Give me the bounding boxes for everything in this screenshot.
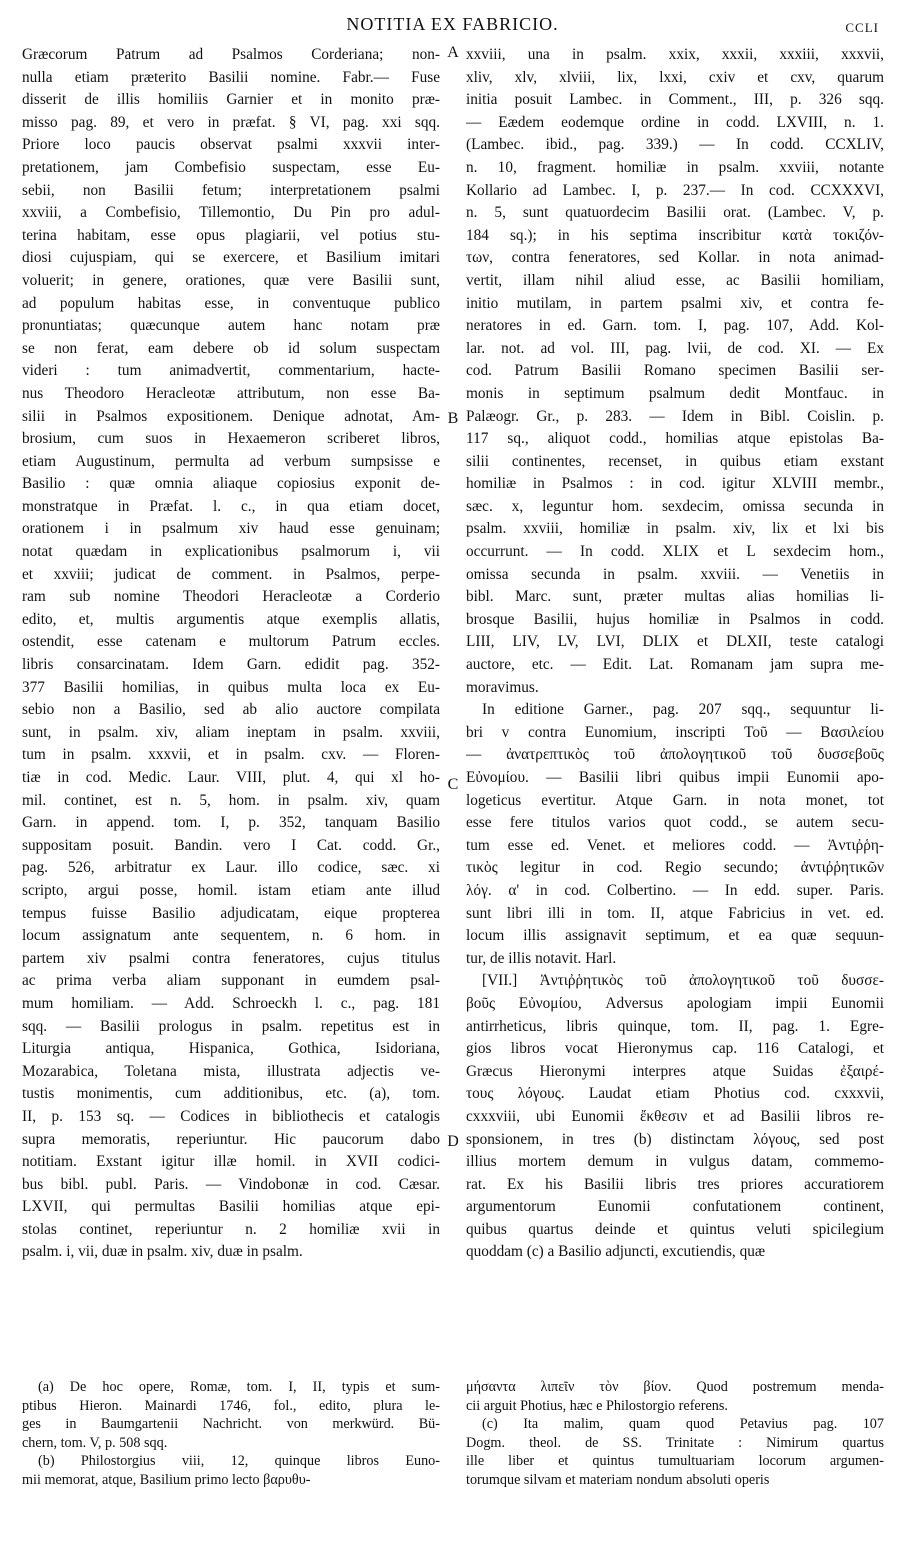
text-line: auctore, etc. — Edit. Lat. Romanam jam supra me- [466, 656, 884, 674]
text-line: videri : tum animadvertit, commentarium, hacte- [22, 362, 440, 380]
text-line: tempus fuisse Basilio adjudicatam, eique propterea [22, 904, 440, 922]
footnotes-left [22, 1378, 440, 1490]
text-line: edito, et, multis argumentis atque exemplis allatis, [22, 610, 440, 628]
margin-marker-a: A [447, 44, 459, 61]
text-line: libris consarcinatam. Idem Garn. edidit pag. 352- [22, 656, 440, 674]
text-line: tum esse ed. Venet. et meliores codd. — Ἀντιῤῥη- [466, 836, 884, 854]
text-line: brosium, cum suos in Hexaemeron scriberet libros, [22, 430, 440, 448]
text-line: argumentorum Eunomii confutationem continent, [466, 1198, 884, 1216]
text-line: silii in Psalmos expositionem. Denique adnotat, Am- [22, 407, 440, 425]
text-line: In editione Garner., pag. 207 sqq., sequuntur li- [482, 701, 884, 719]
text-line: supra memoratis, reperiuntur. Hic paucorum dabo [22, 1130, 440, 1148]
text-line: Kollario ad Lambec. I, p. 237.— In cod. CCXXXVI, [466, 181, 884, 199]
text-line: neratores in ed. Garn. tom. I, pag. 107, Add. Kol- [466, 317, 884, 335]
text-line: silii continentes, recenset, in quibus etiam exstant [466, 452, 884, 470]
text-line: sponsionem, in tres (b) distinctam λόγους, sed post [466, 1130, 884, 1148]
text-line: ges in Baumgartenii Nachricht. von merkwürd. Bü- [22, 1416, 440, 1433]
text-line: 377 Basilii homilias, in quibus multa loca ex Eu- [22, 678, 440, 696]
text-line: pretationem, jam Combefisio suspectam, esse Eu- [22, 158, 440, 176]
text-line: illius mortem demum in vulgus datam, commemo- [466, 1153, 884, 1171]
text-line: et xxviii; judicat de comment. in Psalmos, perpe- [22, 565, 440, 583]
text-line: disserit de illis homiliis Garnier et in monito præ- [22, 91, 440, 109]
text-line: (b) Philostorgius viii, 12, quinque libros Euno- [38, 1453, 440, 1470]
text-line: (Lambec. ibid., pag. 339.) — In codd. CCXLIV, [466, 136, 884, 154]
text-line: ac prima verba aliam supponant in eumdem psal- [22, 972, 440, 990]
text-line: Εὐνομίου. — Basilii libri quibus impii Eunomii apo- [466, 769, 884, 786]
text-line: torumque silvam et materiam nondum absoluti operis [466, 1471, 770, 1488]
text-line: xliv, xlv, xlviii, lix, lxxi, cxiv et cxv, quarum [466, 68, 884, 86]
text-line: ram sub nomine Theodori Heracleotæ a Corderio [22, 588, 440, 606]
text-line: quoddam (c) a Basilio adjuncti, excutiendis, quæ [466, 1243, 766, 1261]
text-line: βοῦς Εὐνομίου, Adversus apologiam impii Eunomii [466, 994, 884, 1012]
text-line: rat. Ex his Basilii libris tres priores accuratiorem [466, 1175, 884, 1193]
text-line: ad populum habitas esse, in conventuque publico [22, 294, 440, 312]
text-line: locum assignatum ante sequentem, n. 6 hom. in [22, 927, 440, 945]
text-line: psalm. xxviii, homiliæ in psalm. xiv, lix et lxi bis [466, 520, 884, 538]
text-line: orationem i in psalmum xiv haud esse genuinam; [22, 520, 440, 538]
text-line: (c) Ita malim, quam quod Petavius pag. 107 [482, 1416, 884, 1433]
running-title: NOTITIA EX FABRICIO. [346, 14, 559, 34]
text-line: voluerit; in genere, orationes, quæ vere Basilii sunt, [22, 271, 440, 289]
text-line: omissa secunda in psalm. xxviii. — Venetiis in [466, 565, 884, 583]
text-line: mil. continet, est n. 5, hom. in psalm. xiv, quam [22, 791, 440, 809]
text-line: gios libros vocat Hieronymus cap. 116 Catalogi, et [466, 1040, 884, 1058]
left-column [22, 44, 440, 1264]
text-line: antirrheticus, libris quinque, tom. II, pag. 1. Egre- [466, 1017, 884, 1035]
text-line: LXVII, qui permultas Basilii homilias atque epi- [22, 1198, 440, 1216]
text-line: homiliæ in Psalmos : in cod. igitur XLVIII membr., [466, 475, 884, 493]
text-line: tum in psalm. xxxvii, et in psalm. cxv. — Floren- [22, 746, 440, 764]
text-line: esse fere titulos varios quot codd., se autem secu- [466, 814, 884, 832]
text-line: xxviii, a Combefisio, Tillemontio, Du Pin pro adul- [22, 204, 440, 222]
text-line: Palæogr. Gr., p. 283. — Idem in Bibl. Coislin. p. [466, 407, 884, 425]
text-line: diosi cujuspiam, qui se exercere, et Basilium imitari [22, 249, 440, 267]
text-line: Græcus Hieronymi interpres atque Suidas ἐξαιρέ- [466, 1062, 884, 1080]
text-line: stolas continet, reperiuntur n. 2 homiliæ xvii in [22, 1220, 440, 1238]
text-line: τικὸς legitur in cod. Regio secundo; ἀντιῤῥητικῶν [466, 859, 884, 877]
text-line: cxxxviii, ubi Eunomii ἔκθεσιν et ad Basilii libros re- [466, 1107, 884, 1125]
text-line: locum illis assignavit septimum, et ea quæ sequun- [466, 927, 884, 945]
text-line: ostendit, esse catenam e multorum Patrum eccles. [22, 633, 440, 651]
text-line: tiæ in cod. Medic. Laur. VIII, plut. 4, qui xl ho- [22, 769, 440, 786]
margin-marker-b: B [447, 410, 459, 427]
text-line: Basilio : quæ omnia aliaque copiosius exponit de- [22, 475, 440, 493]
text-line: mum homiliam. — Add. Schroeckh l. c., pag. 181 [22, 994, 440, 1012]
text-line: moravimus. [466, 678, 539, 696]
text-line: — ἀνατρεπτικὸς τοῦ ἀπολογητικοῦ τοῦ δυσσεβοῦς [466, 746, 884, 764]
text-line: notat quædam in explicationibus psalmorum i, vii [22, 543, 440, 561]
text-line: nulla etiam præterito Basilii nomine. Fabr.— Fuse [22, 68, 440, 86]
text-line: monstratque in Præfat. l. c., in qua etiam docet, [22, 497, 440, 515]
text-line: ptibus Hieron. Mainardi 1746, fol., edito, plura le- [22, 1397, 440, 1414]
text-line: notitiam. Exstant igitur illæ homil. in XVII codici- [22, 1153, 440, 1171]
footnotes-right [466, 1378, 884, 1490]
text-line: Garn. in append. tom. I, p. 352, tanquam Basilio [22, 814, 440, 832]
text-line: Liturgia antiqua, Hispanica, Gothica, Isidoriana, [22, 1040, 440, 1058]
text-line: cod. Patrum Basilii Romano specimen Basilii ser- [466, 362, 884, 380]
text-line: LIII, LIV, LV, LVI, DLIX et DLXII, teste catalogi [466, 633, 884, 651]
text-line: nus Theodoro Heracleotæ attributum, non esse Ba- [22, 384, 440, 402]
text-line: se non ferat, eam debere ob id solum suspectam [22, 339, 440, 357]
text-line: 184 sq.); in his septima inscribitur κατὰ τοκιζόν- [466, 226, 884, 244]
text-line: μήσαντα λιπεῖν τὸν βίον. Quod postremum menda- [466, 1379, 884, 1395]
text-line: logeticus evertitur. Atque Garn. in nota monet, tot [466, 791, 884, 809]
text-line: initio mutilam, in partem psalmi xiv, et contra fe- [466, 294, 884, 312]
text-line: Priore loco paucis observat psalmi xxxvii inter- [22, 136, 440, 154]
text-line: xxviii, una in psalm. xxix, xxxii, xxxiii, xxxvii, [466, 46, 884, 63]
text-line: n. 5, sunt quatuordecim Basilii orat. (Lambec. V, p. [466, 204, 884, 222]
text-line: mii memorat, atque, Basilium primo lecto βαρυθυ- [22, 1471, 311, 1488]
text-line: n. 10, fragment. homiliæ in psalm. xxviii, notante [466, 158, 884, 176]
text-line: bus bibl. publ. Paris. — Vindobonæ in cod. Cæsar. [22, 1175, 440, 1193]
margin-marker-d: D [447, 1133, 459, 1150]
text-line: λόγ. α' in cod. Colbertino. — In edd. super. Paris. [466, 881, 884, 899]
text-line: psalm. i, vii, duæ in psalm. xiv, duæ in psalm. [22, 1243, 303, 1261]
text-line: occurrunt. — In codd. XLIX et L sexdecim hom., [466, 543, 884, 561]
text-line: ille liber et quintus tumultuariam locorum argumen- [466, 1453, 884, 1470]
text-line: misso pag. 89, et vero in præfat. § VI, pag. xxi sqq. [22, 113, 440, 131]
text-line: bri v contra Eunomium, inscripti Τοῦ — Βασιλείου [466, 723, 884, 741]
text-line: sqq. — Basilii prologus in psalm. repetitus est in [22, 1017, 440, 1035]
text-line: [VII.] Ἀντιῤῥητικὸς τοῦ ἀπολογητικοῦ τοῦ δυσσε- [482, 972, 884, 990]
text-line: cii arguit Photius, hæc e Philostorgio referens. [466, 1397, 728, 1414]
text-line: sunt libri illi in tom. II, atque Fabricius in vet. ed. [466, 904, 884, 922]
text-line: suppositam posuit. Bandin. vero I Cat. codd. Gr., [22, 836, 440, 854]
text-line: των, contra feneratores, sed Kollar. in nota animad- [466, 249, 884, 267]
text-line: tustis monimentis, cum additionibus, etc. (a), tom. [22, 1085, 440, 1103]
text-line: quibus quartus deinde et quintus veluti spicilegium [466, 1220, 884, 1238]
text-line: II, p. 153 sq. — Codices in bibliothecis et catalogis [22, 1107, 440, 1125]
text-line: partem xiv psalmi contra feneratores, cujus titulus [22, 949, 440, 967]
text-line: pronuntiatas; quæcunque autem hanc notam præ [22, 317, 440, 335]
text-line: sebii, non Basilii fetum; interpretationem psalmi [22, 181, 440, 199]
right-column [466, 44, 884, 1264]
text-line: Græcorum Patrum ad Psalmos Corderiana; non- [22, 46, 440, 63]
text-line: pag. 526, arbitratur ex Laur. illo codice, sæc. xi [22, 859, 440, 877]
text-line: 117 sq., aliquot codd., homilias atque epistolas Ba- [466, 430, 884, 448]
text-line: Dogm. theol. de SS. Trinitate : Nimirum quartus [466, 1434, 884, 1451]
text-line: chern, tom. V, p. 508 sqq. [22, 1434, 168, 1451]
text-line: sebio non a Basilio, sed ab alio auctore compilata [22, 701, 440, 719]
margin-marker-c: C [447, 776, 459, 793]
text-line: — Eædem eodemque ordine in codd. LXVIII, n. 1. [466, 113, 884, 131]
text-line: brosque Basilii, hujus homiliæ in Psalmos in codd. [466, 610, 884, 628]
text-line: scripto, argui posse, homil. istam etiam ante illud [22, 881, 440, 899]
text-line: τους λόγους. Laudat etiam Photius cod. cxxxvii, [466, 1085, 884, 1103]
text-line: etiam Augustinum, permulta ad verbum sumpsisse e [22, 452, 440, 470]
text-line: bibl. Marc. sunt, præter multas alias homilias li- [466, 588, 884, 606]
text-line: lar. not. ad vol. III, pag. lvii, de cod. XI. — Ex [466, 339, 884, 357]
text-line: (a) De hoc opere, Romæ, tom. I, II, typis et sum- [38, 1379, 440, 1395]
text-line: monis in septimum psalmum dedit Montfauc. in [466, 384, 884, 402]
text-line: Mozarabica, Toletana mista, illustrata adjectis ve- [22, 1062, 440, 1080]
text-line: terina habitam, esse opus plagiarii, vel potius stu- [22, 226, 440, 244]
folio-number: CCLI [845, 20, 879, 35]
text-line: initia posuit Lambec. in Comment., III, p. 326 sqq. [466, 91, 884, 109]
text-line: sunt, in psalm. xiv, aliam ineptam in psalm. xxviii, [22, 723, 440, 741]
text-line: sæc. x, leguntur hom. sexdecim, omissa secunda in [466, 497, 884, 515]
text-line: vertit, illam nihil aliud esse, ac Basilii homiliam, [466, 271, 884, 289]
text-line: tur, de illis notavit. Harl. [466, 949, 617, 967]
